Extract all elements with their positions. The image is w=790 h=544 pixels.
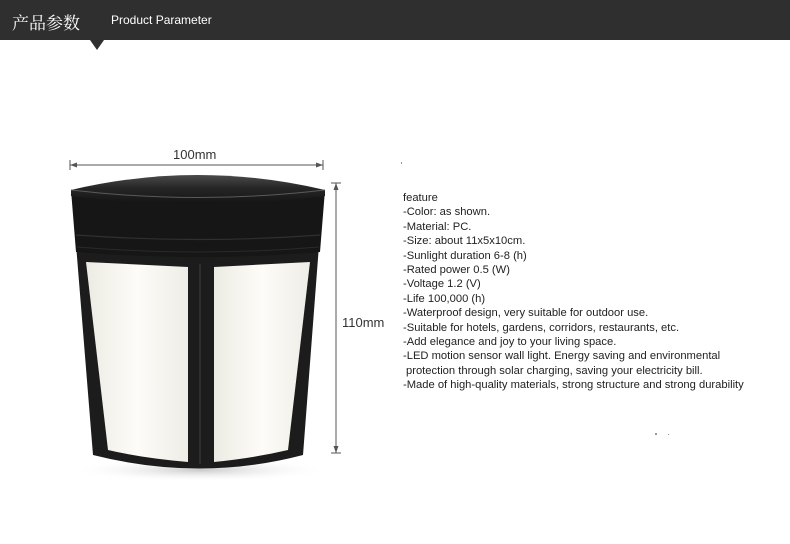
spec-line-color: -Color: as shown. bbox=[403, 206, 491, 219]
width-dimension-label: 100mm bbox=[173, 147, 217, 162]
section-title-english: Product Parameter bbox=[111, 13, 212, 27]
spec-line-size: -Size: about 11x5x10cm. bbox=[403, 235, 526, 248]
feature-spec-list bbox=[403, 191, 787, 393]
spec-line-suitable: -Suitable for hotels, gardens, corridors, restaurants, etc. bbox=[403, 321, 680, 334]
section-title-chinese: 产品参数 bbox=[12, 14, 80, 34]
feature-heading: feature bbox=[403, 192, 438, 204]
spec-line-sunlight: -Sunlight duration 6-8 (h) bbox=[403, 249, 527, 262]
spec-line-voltage: -Voltage 1.2 (V) bbox=[403, 278, 481, 291]
spec-line-waterproof: -Waterproof design, very suitable for outdoor use. bbox=[403, 307, 649, 320]
height-dimension-line bbox=[331, 183, 341, 453]
spec-line-quality: -Made of high-quality materials, strong structure and strong durability bbox=[403, 379, 744, 392]
spec-line-power: -Rated power 0.5 (W) bbox=[403, 264, 510, 277]
spec-line-material: -Material: PC. bbox=[403, 220, 472, 233]
spec-line-life: -Life 100,000 (h) bbox=[403, 292, 486, 305]
height-dimension-label: 110mm bbox=[342, 315, 385, 330]
spec-line-elegance: -Add elegance and joy to your living space. bbox=[403, 336, 617, 349]
spec-line-protection: protection through solar charging, saving your electricity bill. bbox=[406, 364, 703, 377]
spec-line-led-motion: -LED motion sensor wall light. Energy saving and environmental bbox=[403, 350, 721, 363]
solar-wall-lamp-image bbox=[70, 175, 330, 482]
